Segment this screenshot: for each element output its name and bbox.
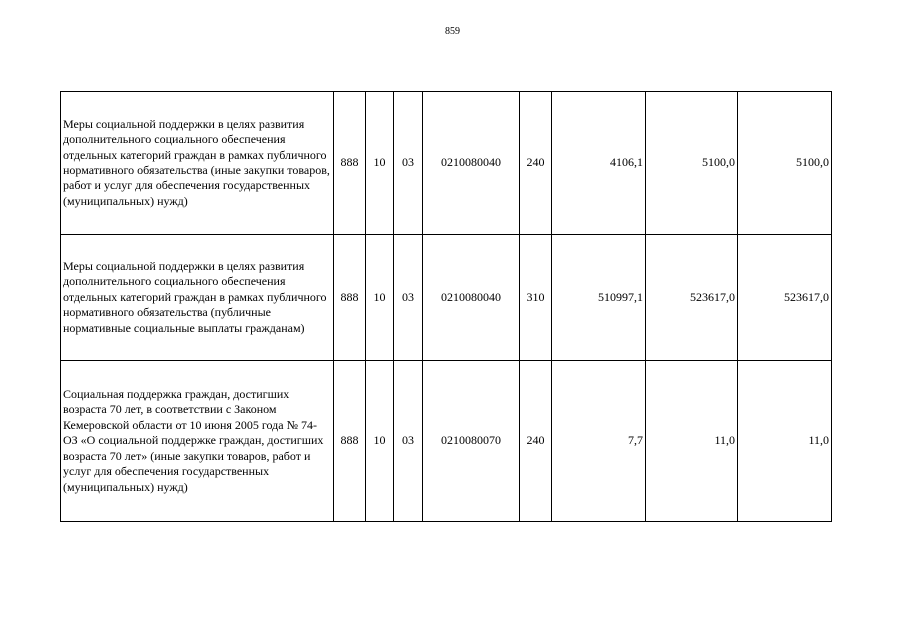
cell-value-2: 11,0	[646, 361, 738, 522]
cell-value-2: 523617,0	[646, 235, 738, 361]
cell-ministry: 888	[334, 235, 366, 361]
cell-section: 10	[366, 92, 394, 235]
cell-value-3: 11,0	[738, 361, 832, 522]
budget-table	[60, 91, 832, 522]
cell-target-item: 0210080040	[423, 92, 520, 235]
cell-subsection: 03	[394, 235, 423, 361]
cell-description: Социальная поддержка граждан, достигших возраста 70 лет, в соответствии с Законом Кемеровской области от 10 июня 2005 года № 74-ОЗ «О социальной поддержке граждан, достигших возраста 70 лет» (иные закупки товаров, работ и услуг для обеспечения государственных (муниципальных) нужд)	[61, 361, 334, 522]
cell-subsection: 03	[394, 361, 423, 522]
cell-subsection: 03	[394, 92, 423, 235]
cell-expense-type: 310	[520, 235, 552, 361]
cell-description: Меры социальной поддержки в целях развития дополнительного социального обеспечения отдельных категорий граждан в рамках публичного нормативного обязательства (иные закупки товаров, работ и услуг для обеспечения государственных (муниципальных) нужд)	[61, 92, 334, 235]
cell-section: 10	[366, 235, 394, 361]
cell-ministry: 888	[334, 361, 366, 522]
table-row	[61, 235, 832, 361]
cell-value-1: 4106,1	[552, 92, 646, 235]
cell-expense-type: 240	[520, 361, 552, 522]
cell-expense-type: 240	[520, 92, 552, 235]
cell-value-1: 510997,1	[552, 235, 646, 361]
table-row	[61, 361, 832, 522]
cell-value-2: 5100,0	[646, 92, 738, 235]
cell-target-item: 0210080070	[423, 361, 520, 522]
page-number: 859	[445, 26, 460, 37]
cell-ministry: 888	[334, 92, 366, 235]
cell-section: 10	[366, 361, 394, 522]
table-row	[61, 92, 832, 235]
cell-value-1: 7,7	[552, 361, 646, 522]
cell-value-3: 523617,0	[738, 235, 832, 361]
cell-target-item: 0210080040	[423, 235, 520, 361]
cell-description: Меры социальной поддержки в целях развития дополнительного социального обеспечения отдельных категорий граждан в рамках публичного нормативного обязательства (публичные нормативные социальные выплаты гражданам)	[61, 235, 334, 361]
cell-value-3: 5100,0	[738, 92, 832, 235]
